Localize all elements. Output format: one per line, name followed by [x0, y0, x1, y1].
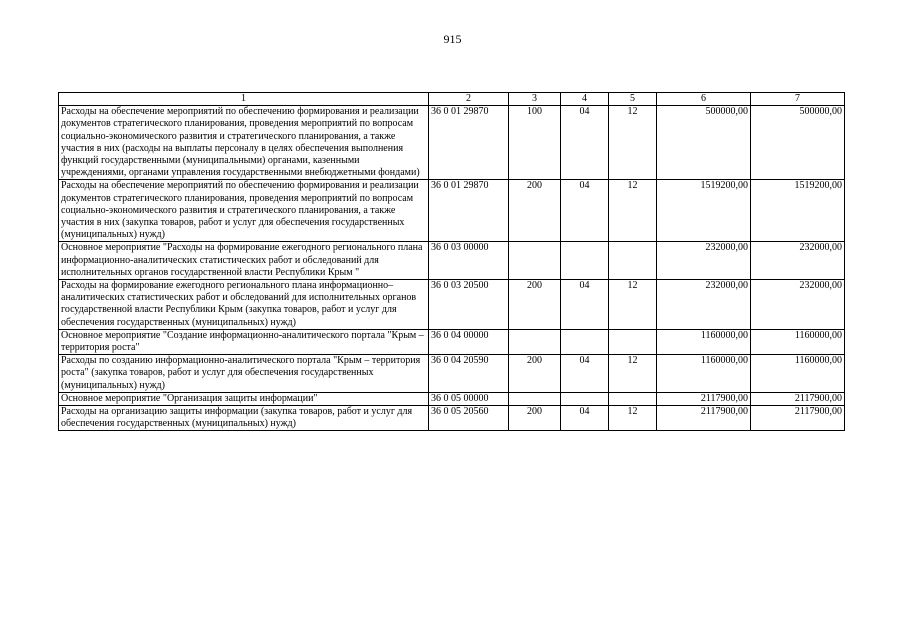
- row-description: Основное мероприятие "Создание информационно-аналитического портала "Крым – территория роста": [59, 329, 429, 354]
- row-col5: [609, 242, 657, 280]
- row-amount-col7: 1519200,00: [751, 180, 845, 242]
- row-amount-col7: 2117900,00: [751, 406, 845, 431]
- row-col5: 12: [609, 355, 657, 393]
- row-description: Расходы на обеспечение мероприятий по обеспечению формирования и реализации документов стратегического планирования, проведения мероприятий по вопросам социально-экономического развития и стратегического планирования, а также участия в них (расходы на выплаты персоналу в целях обеспечения выполнения функций государственными (муниципальными) органами, казенными учреждениями, органами управления государственными внебюджетными фондами): [59, 106, 429, 180]
- row-col3: 200: [509, 355, 561, 393]
- row-col3: 100: [509, 106, 561, 180]
- row-code: 36 0 03 00000: [429, 242, 509, 280]
- row-col4: [561, 392, 609, 405]
- row-description: Расходы по созданию информационно-аналитического портала "Крым – территория роста" (закупка товаров, работ и услуг для обеспечения государственных (муниципальных) нужд): [59, 355, 429, 393]
- row-amount-col6: 500000,00: [657, 106, 751, 180]
- table-row: [59, 406, 845, 431]
- table-row: [59, 242, 845, 280]
- budget-table: [58, 92, 845, 431]
- column-header: 6: [657, 93, 751, 106]
- column-header: 5: [609, 93, 657, 106]
- row-col4: 04: [561, 180, 609, 242]
- row-col3: [509, 392, 561, 405]
- row-col4: [561, 329, 609, 354]
- row-code: 36 0 01 29870: [429, 180, 509, 242]
- row-col3: [509, 329, 561, 354]
- row-amount-col7: 2117900,00: [751, 392, 845, 405]
- row-amount-col6: 1160000,00: [657, 329, 751, 354]
- row-col5: [609, 329, 657, 354]
- row-code: 36 0 05 00000: [429, 392, 509, 405]
- column-header: 7: [751, 93, 845, 106]
- header-row: [59, 93, 845, 106]
- row-code: 36 0 03 20500: [429, 280, 509, 330]
- row-code: 36 0 04 20590: [429, 355, 509, 393]
- column-header: 4: [561, 93, 609, 106]
- table-row: [59, 106, 845, 180]
- row-amount-col7: 232000,00: [751, 242, 845, 280]
- row-description: Расходы на обеспечение мероприятий по обеспечению формирования и реализации документов стратегического планирования, проведения мероприятий по вопросам социально-экономического развития и стратегического планирования, а также участия в них (закупка товаров, работ и услуг для обеспечения государственных (муниципальных) нужд): [59, 180, 429, 242]
- row-amount-col6: 2117900,00: [657, 406, 751, 431]
- row-description: Основное мероприятие "Расходы на формирование ежегодного регионального плана информационно-аналитических статистических работ и обследований для исполнительных органов государственной власти Республики Крым ": [59, 242, 429, 280]
- row-description: Основное мероприятие "Организация защиты информации": [59, 392, 429, 405]
- table-row: [59, 355, 845, 393]
- row-amount-col6: 232000,00: [657, 280, 751, 330]
- table-row: [59, 280, 845, 330]
- column-header: 1: [59, 93, 429, 106]
- row-col4: 04: [561, 106, 609, 180]
- row-col5: 12: [609, 180, 657, 242]
- column-header: 3: [509, 93, 561, 106]
- row-col5: 12: [609, 106, 657, 180]
- row-col4: 04: [561, 280, 609, 330]
- row-description: Расходы на формирование ежегодного регионального плана информационно–аналитических статистических работ и обследований для исполнительных органов государственной власти Республики Крым (закупка товаров, работ и услуг для обеспечения государственных (муниципальных) нужд): [59, 280, 429, 330]
- row-col5: 12: [609, 280, 657, 330]
- row-amount-col7: 1160000,00: [751, 329, 845, 354]
- row-amount-col7: 500000,00: [751, 106, 845, 180]
- row-amount-col6: 232000,00: [657, 242, 751, 280]
- table-row: [59, 392, 845, 405]
- page-number: 915: [443, 32, 462, 46]
- row-col4: [561, 242, 609, 280]
- column-header: 2: [429, 93, 509, 106]
- row-amount-col6: 1519200,00: [657, 180, 751, 242]
- row-col5: 12: [609, 406, 657, 431]
- row-col3: 200: [509, 280, 561, 330]
- row-col3: 200: [509, 180, 561, 242]
- row-amount-col6: 2117900,00: [657, 392, 751, 405]
- row-col3: 200: [509, 406, 561, 431]
- row-amount-col6: 1160000,00: [657, 355, 751, 393]
- row-col3: [509, 242, 561, 280]
- row-amount-col7: 232000,00: [751, 280, 845, 330]
- row-amount-col7: 1160000,00: [751, 355, 845, 393]
- row-code: 36 0 01 29870: [429, 106, 509, 180]
- table-row: [59, 329, 845, 354]
- row-code: 36 0 04 00000: [429, 329, 509, 354]
- row-code: 36 0 05 20560: [429, 406, 509, 431]
- row-description: Расходы на организацию защиты информации (закупка товаров, работ и услуг для обеспечения государственных (муниципальных) нужд): [59, 406, 429, 431]
- row-col5: [609, 392, 657, 405]
- row-col4: 04: [561, 355, 609, 393]
- row-col4: 04: [561, 406, 609, 431]
- table-row: [59, 180, 845, 242]
